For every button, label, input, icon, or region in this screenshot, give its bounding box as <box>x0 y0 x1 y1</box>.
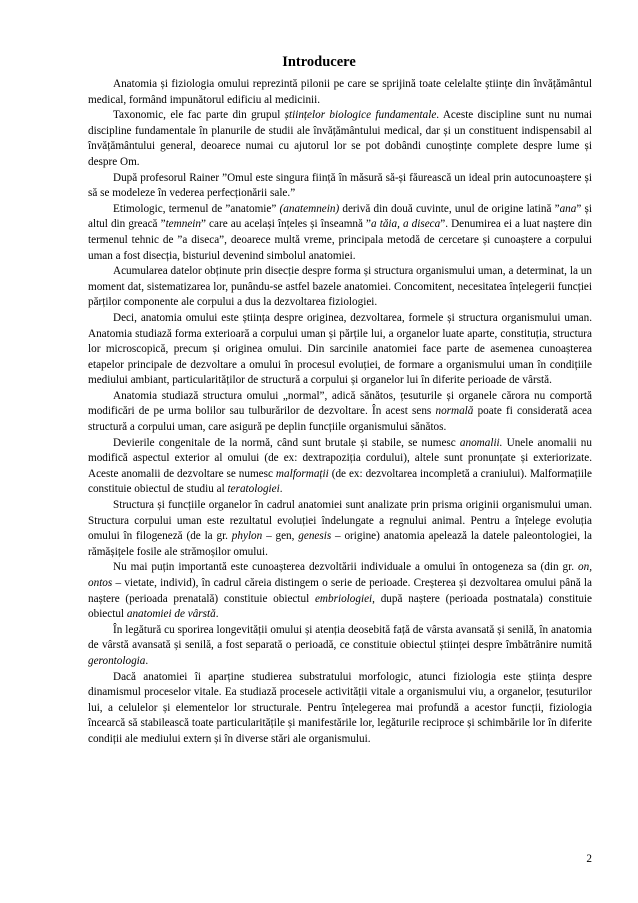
paragraph <box>88 202 592 264</box>
italic-term: malformații <box>275 467 329 480</box>
text-run: ” și altul din greacă ” <box>88 202 592 231</box>
text-run: poate fi considerată acea structură a corpului uman, care asigură pe deplin funcțiile organismului sănătos. <box>88 405 592 434</box>
italic-term: (anatemnein) <box>279 202 340 215</box>
text-run: Structura și funcțiile organelor în cadrul anatomiei sunt analizate prin prisma originii organismului uman. Structura corpului uman este rezultatul evoluției îndelungate a regnului animal. Pentru a înțelege evoluția omului în filogeneză (de la gr. <box>88 499 592 543</box>
text-run: În legătură cu sporirea longevității omului și atenția deosebită față de vârsta avansată și senilă, în anatomia de vârstă avansată și senilă, a fost separată o perioadă, ce constituie obiectul științei despre îmbătrânire numită <box>88 623 592 652</box>
page-title: Introducere <box>282 54 356 70</box>
text-run: Unele anomalii nu modifică aspectul exterior al omului (de ex: dextrapoziția cordului), altele sunt pronunțate și exteriorizate. Aceste anomalii de dezvoltare se numesc <box>88 436 592 480</box>
text-run: Anatomia și fiziologia omului reprezintă pilonii pe care se sprijină toate celelalte științe din învățământul medical, formând impunătorul edificiu al medicinii. <box>88 78 592 106</box>
italic-term: on, ontos <box>88 561 592 589</box>
paragraph <box>88 560 592 622</box>
paragraph <box>88 623 592 670</box>
text-run: Deci, anatomia omului este știința despre originea, dezvoltarea, formele și structura organismului uman. Anatomia studiază forma exterioară a corpului uman și părțile lui, a organelor luate aparte, constituția, structura lor microscopică, precum și originea omului. Din sarcinile anatomiei face parte de asemenea cunoașterea etapelor principale de dezvoltare a omului în procesul evoluției, de formare a organismului uman în condițiile mediului ambiant, particularităților de structură a corpului și organelor lui în diferite perioade de vârstă. <box>88 311 592 387</box>
italic-term: anatomiei de vârstă <box>126 608 216 621</box>
text-run: Anatomia studiază structura omului „normal”, adică sănătos, țesuturile și organele cărora nu comportă modificări de pe urma bolilor sau tulburărilor de dezvoltare. În acest sens <box>88 389 592 418</box>
paragraph <box>88 498 592 560</box>
text-run: . <box>145 654 149 667</box>
italic-term: phylon <box>231 530 263 543</box>
paragraph <box>88 436 592 498</box>
italic-term: teratologiei <box>227 483 280 496</box>
text-run: Etimologic, termenul de ”anatomie” <box>113 202 280 215</box>
italic-term: genesis <box>298 530 332 543</box>
paragraph <box>88 108 592 170</box>
text-run: Dacă anatomiei îi aparține studierea substratului morfologic, atunci fiziologia este știința despre dinamismul proceselor vitale. Ea studiază procesele activității vitale a organismului viu, a organelor, țesuturilor lui, a celulelor și elementelor lor structurale. Pentru înțelegerea mai profundă a acestor funcții, fiziologia încearcă să stabilească toate particularitățile și manifestările lor, legăturile reciproce și schimbările lor în diferite condiții ale mediului extern și în diverse stări ale organismului. <box>88 670 592 745</box>
paragraph <box>88 389 592 436</box>
text-run: Devierile congenitale de la normă, când sunt brutale și stabile, se numesc <box>113 436 460 449</box>
italic-term: normală <box>435 405 474 418</box>
italic-term: embriologiei <box>314 592 373 605</box>
text-run: – vietate, individ), în cadrul căreia distingem o serie de perioade. Creșterea și dezvoltarea omului până la naștere (perioada prenatală) constituie obiectul <box>88 577 592 605</box>
text-run: derivă din două cuvinte, unul de origine latină ” <box>339 202 560 215</box>
text-run: (de ex: dezvoltarea incompletă a craniului). Malformațiile constituie obiectul de studiu al <box>88 467 592 496</box>
italic-term: temnein <box>165 218 201 231</box>
text-run: După profesorul Rainer ”Omul este singura ființă în măsură să-și făurească un ideal prin autocunoaștere și să se modeleze în vederea perfecționării sale.” <box>88 171 592 200</box>
body-text <box>88 77 592 748</box>
text-run: – origine) anatomia apelează la datele paleontologiei, la rămășițele fosile ale strămoșilor omului. <box>88 530 592 558</box>
paragraph <box>88 670 592 748</box>
text-run: ”. Denumirea ei a luat naștere din termenul tehnic de ”a diseca”, deoarece multă vreme, principala metodă de cercetare și cunoaștere a corpului uman a fost disecția, bisturiul devenind simbolul anatomiei. <box>88 218 592 262</box>
text-run: , după naștere (perioada postnatala) constituie obiectul <box>88 592 592 621</box>
text-run: Nu mai puțin importantă este cunoașterea dezvoltării individuale a omului în ontogeneza sa (din gr. <box>113 561 579 574</box>
text-run: Acumularea datelor obținute prin disecție despre forma și structura organismului uman, a determinat, la un moment dat, sistematizarea lor, punându-se astfel bazele anatomiei. Concomitent, necesitatea înțelegerii funcției părților componente ale corpului a dus la dezvoltarea fiziologiei. <box>88 265 592 309</box>
text-run: . Aceste discipline sunt nu numai discipline fundamentale în planurile de studii ale învățământului medical, dar și un constituent indispensabil al învățământului general, deoarece numai cu ajutorul lor se pot dobândi cunoștințe complete despre lume și despre Om. <box>88 109 592 168</box>
italic-term: ana <box>559 202 577 215</box>
italic-term: a tăia, a diseca <box>371 218 441 231</box>
text-run: – gen, <box>262 530 299 543</box>
paragraph <box>88 171 592 202</box>
text-run: . <box>279 483 283 496</box>
paragraph <box>88 311 592 389</box>
paragraph <box>88 264 592 311</box>
text-run: . <box>215 608 219 621</box>
italic-term: anomalii. <box>459 436 503 449</box>
text-run: Taxonomic, ele fac parte din grupul <box>113 109 285 122</box>
text-run: ” care au același înțeles și înseamnă ” <box>201 218 372 231</box>
italic-term: științelor biologice fundamentale <box>284 109 437 122</box>
page-number: 2 <box>586 853 592 865</box>
italic-term: gerontologia <box>88 654 146 667</box>
paragraph <box>88 77 592 108</box>
